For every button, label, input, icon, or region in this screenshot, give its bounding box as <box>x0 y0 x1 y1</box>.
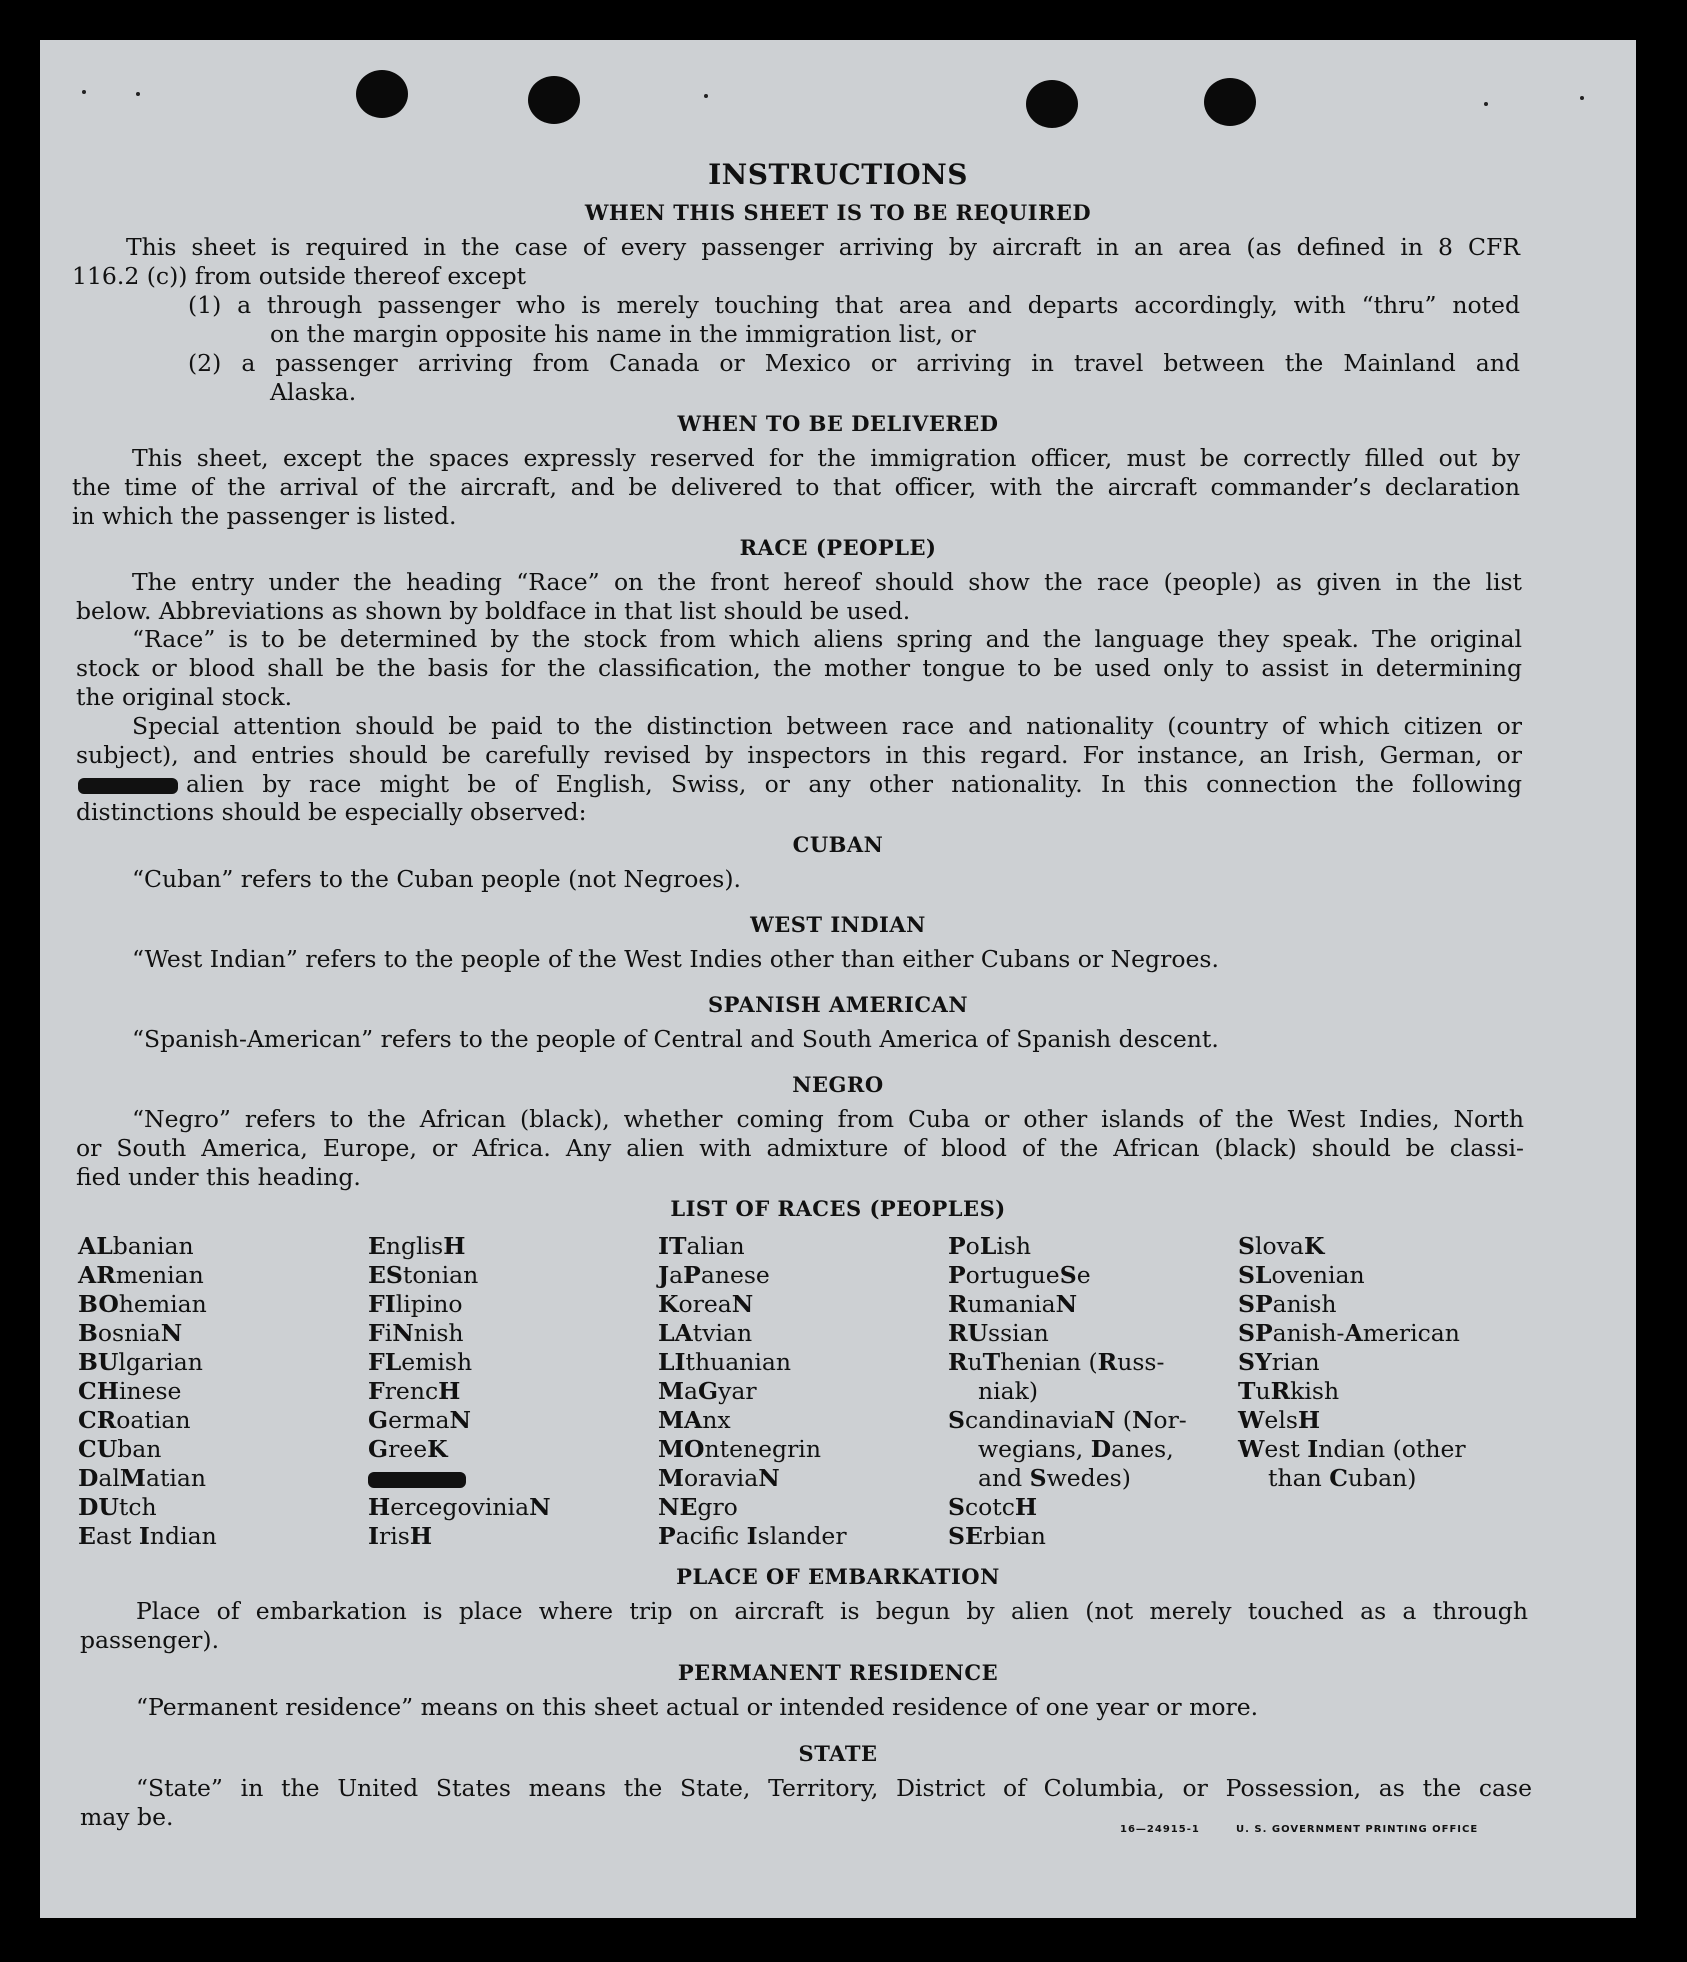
race-item: MOntenegrin <box>658 1435 821 1463</box>
race-item: GermaN <box>368 1406 471 1434</box>
race-item: TuRkish <box>1238 1377 1340 1405</box>
paragraph-line: may be. <box>80 1803 174 1831</box>
race-item: JaPanese <box>658 1261 770 1289</box>
race-item: NEgro <box>658 1493 738 1521</box>
paragraph-line: The entry under the heading “Race” on the front hereof should show the race (people) as given in the list <box>132 568 1522 596</box>
section-heading-negro: NEGRO <box>792 1072 884 1097</box>
race-item: MAnx <box>658 1406 731 1434</box>
race-item: RumaniaN <box>948 1290 1078 1318</box>
race-item: than Cuban) <box>1268 1464 1417 1492</box>
form-number: 16—24915-1 <box>1120 1824 1200 1835</box>
speck <box>136 92 140 96</box>
speck <box>1580 96 1584 100</box>
races-column-3 <box>658 1232 847 1551</box>
section-heading-spanish-american: SPANISH AMERICAN <box>707 992 969 1017</box>
speck <box>82 90 86 94</box>
race-item: SYrian <box>1238 1348 1320 1376</box>
paragraph-line: alien by race might be of English, Swiss, or any other nationality. In this connection the following <box>186 770 1522 798</box>
paragraph-line: the time of the arrival of the aircraft, and be delivered to that officer, with the aircraft commander’s declaration <box>72 473 1520 501</box>
race-item: SPanish-American <box>1238 1319 1460 1347</box>
race-item: RUssian <box>948 1319 1049 1347</box>
races-column-2 <box>368 1232 551 1551</box>
paragraph-line: “State” in the United States means the State, Territory, District of Columbia, or Possession, as the case <box>136 1774 1532 1802</box>
punch-hole <box>528 76 580 124</box>
race-item: HercegoviniaN <box>368 1493 551 1521</box>
race-item: RuThenian (Russ- <box>948 1348 1165 1376</box>
paragraph-line: on the margin opposite his name in the immigration list, or <box>270 320 976 348</box>
race-item: MaGyar <box>658 1377 757 1405</box>
race-item: EStonian <box>368 1261 479 1289</box>
printer-imprint: U. S. GOVERNMENT PRINTING OFFICE <box>1236 1824 1479 1835</box>
paragraph-line: “Spanish-American” refers to the people of Central and South America of Spanish descent. <box>132 1025 1219 1053</box>
paragraph-line: or South America, Europe, or Africa. Any alien with admixture of blood of the African (black) should be classi- <box>76 1134 1524 1162</box>
paragraph-line: in which the passenger is listed. <box>72 502 457 530</box>
race-item: BOhemian <box>78 1290 207 1318</box>
race-item: GreeK <box>368 1435 448 1463</box>
redacted-word <box>78 778 178 794</box>
paragraph-line: (1) a through passenger who is merely touching that area and departs accordingly, with “thru” noted <box>188 291 1520 319</box>
race-item: ScandinaviaN (Nor- <box>948 1406 1187 1434</box>
paragraph-line: stock or blood shall be the basis for the classification, the mother tongue to be used only to assist in determining <box>76 654 1522 682</box>
paragraph-line: distinctions should be especially observed: <box>76 798 587 826</box>
speck <box>1484 102 1488 106</box>
paragraph-line: Special attention should be paid to the distinction between race and nationality (country of which citizen or <box>132 712 1522 740</box>
document-sheet <box>40 40 1636 1918</box>
race-item: and Swedes) <box>978 1464 1131 1492</box>
paragraph-line: fied under this heading. <box>76 1163 361 1191</box>
section-heading-race: RACE (PEOPLE) <box>739 535 937 560</box>
race-item: SLovenian <box>1238 1261 1365 1289</box>
section-heading-when-delivered: WHEN TO BE DELIVERED <box>677 411 999 436</box>
races-column-4 <box>948 1232 1187 1551</box>
section-heading-when-required: WHEN THIS SHEET IS TO BE REQUIRED <box>584 200 1092 225</box>
race-item: CUban <box>78 1435 162 1463</box>
race-item: SPanish <box>1238 1290 1337 1318</box>
paragraph-line: “Permanent residence” means on this sheet actual or intended residence of one year or more. <box>136 1693 1259 1721</box>
race-item: PortugueSe <box>948 1261 1091 1289</box>
race-item: BUlgarian <box>78 1348 203 1376</box>
race-item: PoLish <box>948 1232 1032 1260</box>
section-heading-permanent-residence: PERMANENT RESIDENCE <box>677 1660 999 1685</box>
paragraph-line: “Cuban” refers to the Cuban people (not Negroes). <box>132 865 742 893</box>
race-item: DalMatian <box>78 1464 207 1492</box>
section-heading-west-indian: WEST INDIAN <box>750 912 926 937</box>
paragraph-line: (2) a passenger arriving from Canada or Mexico or arriving in travel between the Mainland and <box>188 349 1520 377</box>
paragraph-line: “Race” is to be determined by the stock from which aliens spring and the language they speak. The original <box>132 625 1522 653</box>
paragraph-line: the original stock. <box>76 683 293 711</box>
race-item: WelsH <box>1238 1406 1321 1434</box>
race-item: ITalian <box>658 1232 745 1260</box>
race-item: West Indian (other <box>1238 1435 1466 1463</box>
race-item: IrisH <box>368 1522 433 1550</box>
race-item: BosniaN <box>78 1319 183 1347</box>
punch-hole <box>1026 80 1078 128</box>
paragraph-line: “Negro” refers to the African (black), whether coming from Cuba or other islands of the West Indies, North <box>132 1105 1524 1133</box>
race-item: CHinese <box>78 1377 182 1405</box>
race-item: ALbanian <box>78 1232 194 1260</box>
race-item: LAtvian <box>658 1319 753 1347</box>
races-column-5 <box>1238 1232 1466 1493</box>
race-item: niak) <box>978 1377 1039 1405</box>
race-item: MoraviaN <box>658 1464 780 1492</box>
race-item: wegians, Danes, <box>978 1435 1174 1463</box>
race-item: KoreaN <box>658 1290 754 1318</box>
race-item: DUtch <box>78 1493 157 1521</box>
paragraph-line: Alaska. <box>270 378 357 406</box>
section-heading-list-of-races: LIST OF RACES (PEOPLES) <box>670 1196 1006 1221</box>
race-item: East Indian <box>78 1522 217 1550</box>
race-item: ARmenian <box>78 1261 204 1289</box>
section-heading-place-of-embarkation: PLACE OF EMBARKATION <box>676 1564 1000 1589</box>
race-item: CRoatian <box>78 1406 191 1434</box>
section-heading-cuban: CUBAN <box>792 832 884 857</box>
races-column-1 <box>78 1232 217 1551</box>
race-item: ScotcH <box>948 1493 1038 1521</box>
section-heading-state: STATE <box>798 1741 878 1766</box>
race-item: FrencH <box>368 1377 461 1405</box>
paragraph-line: below. Abbreviations as shown by boldface in that list should be used. <box>76 597 911 625</box>
race-item: Pacific Islander <box>658 1522 847 1550</box>
paragraph-line: passenger). <box>80 1626 220 1654</box>
punch-hole <box>1204 78 1256 126</box>
race-item: FLemish <box>368 1348 473 1376</box>
paragraph-line: subject), and entries should be carefully revised by inspectors in this regard. For instance, an Irish, German, or <box>76 741 1522 769</box>
paragraph-line: “West Indian” refers to the people of the West Indies other than either Cubans or Negroes. <box>132 945 1219 973</box>
paragraph-line: 116.2 (c)) from outside thereof except <box>72 262 527 290</box>
page-title: INSTRUCTIONS <box>708 158 968 191</box>
paragraph-line: This sheet is required in the case of every passenger arriving by aircraft in an area (as defined in 8 CFR <box>126 233 1520 261</box>
race-item: FIlipino <box>368 1290 463 1318</box>
race-item: FiNnish <box>368 1319 464 1347</box>
paragraph-line: This sheet, except the spaces expressly reserved for the immigration officer, must be correctly filled out by <box>132 444 1520 472</box>
race-item: LIthuanian <box>658 1348 792 1376</box>
paragraph-line: Place of embarkation is place where trip on aircraft is begun by alien (not merely touched as a through <box>136 1597 1528 1625</box>
race-item-redacted <box>368 1464 551 1493</box>
race-item: EnglisH <box>368 1232 466 1260</box>
race-item: SlovaK <box>1238 1232 1325 1260</box>
speck <box>704 94 708 98</box>
race-item: SErbian <box>948 1522 1046 1550</box>
punch-hole <box>356 70 408 118</box>
